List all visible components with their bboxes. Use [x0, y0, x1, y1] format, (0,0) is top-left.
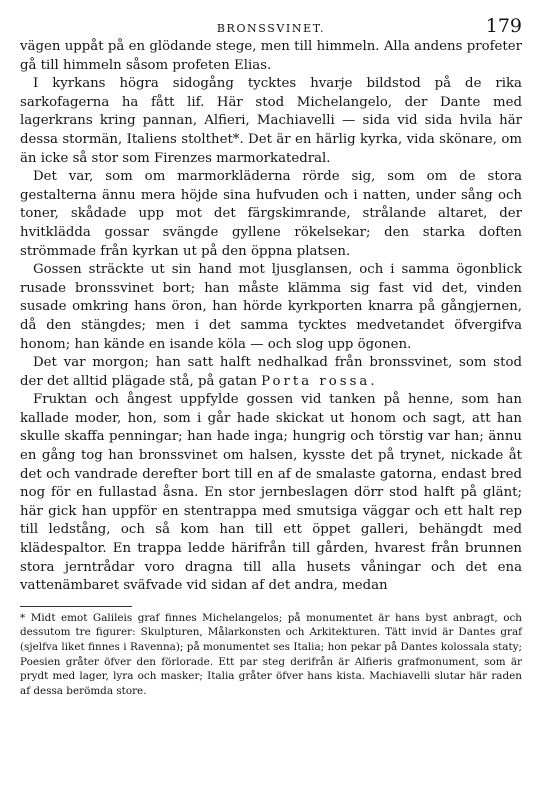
paragraph-text: Det var morgon; han satt halft nedhalkad från bronssvinet, som stod der det alltid plägade stå, på gatan	[20, 355, 522, 389]
paragraph: I kyrkans högra sidogång tycktes hvarje bildstod på de rika sarkofagerna ha fått lif. Här stod Michelangelo, der Dante med lagerkrans kring pannan, Alfieri, Machiavelli — sida vid sida hvila här dessa stormän, Italiens stolthet*. Det är en härlig kyrka, vida skönare, om än icke så stor som Firenzes marmorkatedral.	[20, 76, 522, 166]
footnote-rule	[20, 606, 132, 607]
paragraph-end: .	[370, 373, 375, 389]
paragraph: Gossen sträckte ut sin hand mot ljusglansen, och i samma ögonblick rusade bronssvinet bort; han måste klämma sig fast vid det, vinden susade omkring hans öron, han hörde kyrkporten knarra på gångjernen, då den stängdes; men i det samma tycktes medvetandet öfvergifva honom; han kände en isande köla — och slog upp ögonen.	[20, 262, 522, 352]
body-text	[20, 38, 522, 596]
paragraph: Det var, som om marmorkläderna rörde sig, som om de stora gestalterna ännu mera höjde sina hufvuden och i natten, under sång och toner, skådade upp mot det färgskimrande, strålande altaret, der hvitklädda gossar svängde gyllene rökelsekar; den starka doften strömmade från kyrkan ut på den öppna platsen.	[20, 169, 522, 259]
running-head	[20, 14, 522, 38]
street-name: Porta rossa	[261, 373, 371, 389]
page-number: 179	[485, 15, 522, 37]
running-head-title: BRONSSVINET.	[216, 22, 326, 35]
paragraph: vägen uppåt på en glödande stege, men till himmeln. Alla andens profeter gå till himmeln såsom profeten Elias.	[20, 39, 522, 73]
footnote: * Midt emot Galileis graf finnes Michelangelos; på monumentet är hans byst anbragt, och dessutom tre figurer: Skulpturen, Målarkonsten och Arkitekturen. Tätt invid är Dantes graf (sjelfva liket finnes i Ravenna); på monumentet ses Italia; hon pekar på Dantes kolossala staty; Poesien gråter öfver den förlorade. Ett par steg derifrån är Alfieris grafmonument, som är prydt med lager, lyra och masker; Italia gråter öfver hans kista. Machiavelli slutar här raden af dessa berömda store.	[20, 611, 522, 697]
paragraph: Fruktan och ångest uppfylde gossen vid tanken på henne, som han kallade moder, hon, som i går hade skickat ut honom och sagt, att han skulle skaffa penningar; han hade inga; hungrig och törstig var han; ännu en gång tog han bronssvinet om halsen, kysste det på trynet, nickade åt det och vandrade derefter bort till en af de smalaste gatorna, endast bred nog för en fullastad åsna. En stor jernbeslagen dörr stod halft på glänt; här gick han uppför en stentrappa med smutsiga väggar och ett halt rep till ledstång, och så kom han till ett öppet galleri, behängdt med klädespaltor. En trappa ledde härifrån till gården, hvarest från brunnen stora jerntrådar voro dragna till alla husets våningar och det ena vattenämbaret sväfvade vid sidan af det andra, medan	[20, 392, 522, 594]
paragraph	[20, 354, 522, 391]
